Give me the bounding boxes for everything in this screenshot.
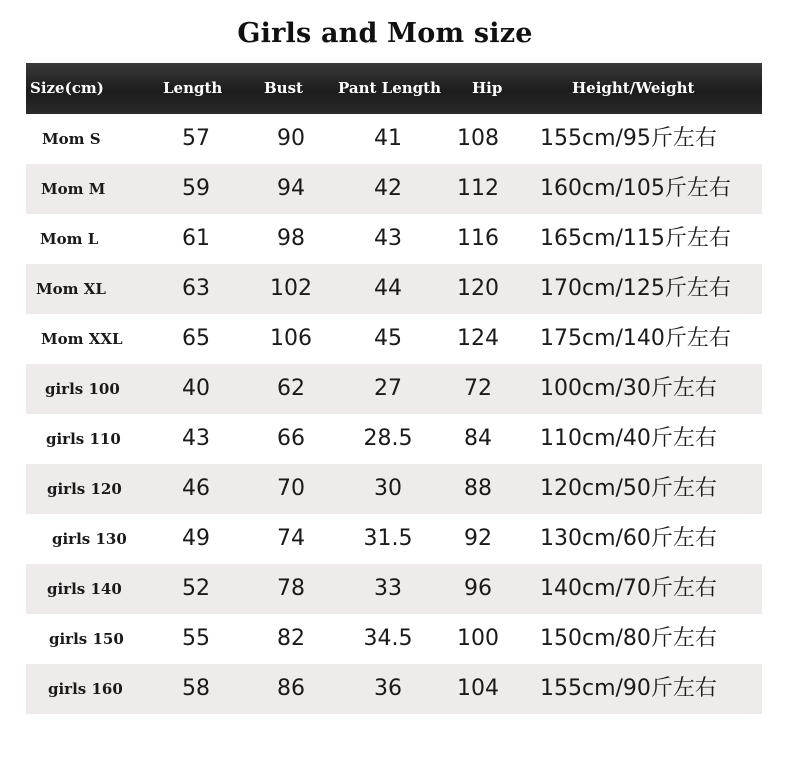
cell-hip: 112 (457, 176, 499, 201)
cell-hip: 96 (464, 576, 492, 601)
cell-length: 52 (182, 576, 210, 601)
table-row (26, 114, 762, 164)
cell-size: Mom M (41, 180, 106, 198)
cell-pant-length: 36 (374, 676, 402, 701)
cell-height-weight: 160cm/105斤左右 (540, 176, 731, 201)
cell-length: 63 (182, 276, 210, 301)
cell-pant-length: 27 (374, 376, 402, 401)
cell-pant-length: 31.5 (363, 526, 413, 551)
cell-size: girls 140 (47, 580, 122, 598)
cell-hip: 92 (464, 526, 492, 551)
cell-bust: 66 (277, 426, 305, 451)
cell-length: 57 (182, 126, 210, 151)
cell-hip: 108 (457, 126, 499, 151)
table-row (26, 614, 762, 664)
cell-pant-length: 41 (374, 126, 402, 151)
table-row (26, 314, 762, 364)
cell-height-weight: 155cm/90斤左右 (540, 676, 717, 701)
table-row (26, 414, 762, 464)
cell-pant-length: 43 (374, 226, 402, 251)
cell-size: girls 120 (47, 480, 122, 498)
cell-size: Mom XL (36, 280, 106, 298)
cell-height-weight: 130cm/60斤左右 (540, 526, 717, 551)
cell-pant-length: 42 (374, 176, 402, 201)
table-row (26, 214, 762, 264)
cell-size: girls 160 (48, 680, 123, 698)
header-size: Size(cm) (30, 79, 104, 97)
cell-bust: 94 (277, 176, 305, 201)
cell-bust: 106 (270, 326, 312, 351)
cell-bust: 90 (277, 126, 305, 151)
cell-pant-length: 34.5 (363, 626, 413, 651)
cell-size: girls 100 (45, 380, 120, 398)
cell-bust: 78 (277, 576, 305, 601)
cell-hip: 116 (457, 226, 499, 251)
cell-height-weight: 170cm/125斤左右 (540, 276, 731, 301)
header-hip: Hip (472, 79, 503, 97)
cell-hip: 100 (457, 626, 499, 651)
cell-hip: 88 (464, 476, 492, 501)
table-row (26, 564, 762, 614)
cell-hip: 72 (464, 376, 492, 401)
chart-title: Girls and Mom size (237, 18, 533, 49)
table-row (26, 264, 762, 314)
cell-bust: 70 (277, 476, 305, 501)
cell-length: 49 (182, 526, 210, 551)
cell-height-weight: 175cm/140斤左右 (540, 326, 731, 351)
table-row (26, 364, 762, 414)
cell-hip: 124 (457, 326, 499, 351)
cell-pant-length: 33 (374, 576, 402, 601)
cell-size: girls 110 (46, 430, 121, 448)
cell-length: 58 (182, 676, 210, 701)
cell-height-weight: 140cm/70斤左右 (540, 576, 717, 601)
cell-length: 61 (182, 226, 210, 251)
header-height-weight: Height/Weight (572, 79, 695, 97)
table-body (26, 114, 762, 714)
table-row (26, 514, 762, 564)
cell-height-weight: 110cm/40斤左右 (540, 426, 717, 451)
cell-bust: 62 (277, 376, 305, 401)
cell-pant-length: 44 (374, 276, 402, 301)
cell-bust: 82 (277, 626, 305, 651)
cell-pant-length: 30 (374, 476, 402, 501)
cell-pant-length: 28.5 (363, 426, 413, 451)
cell-height-weight: 150cm/80斤左右 (540, 626, 717, 651)
cell-bust: 102 (270, 276, 312, 301)
cell-size: Mom XXL (41, 330, 123, 348)
cell-length: 40 (182, 376, 210, 401)
cell-length: 46 (182, 476, 210, 501)
cell-size: Mom L (40, 230, 99, 248)
cell-length: 55 (182, 626, 210, 651)
table-row (26, 664, 762, 714)
cell-bust: 86 (277, 676, 305, 701)
cell-height-weight: 165cm/115斤左右 (540, 226, 731, 251)
table-header (26, 63, 762, 114)
cell-hip: 104 (457, 676, 499, 701)
cell-bust: 74 (277, 526, 305, 551)
cell-size: girls 130 (52, 530, 127, 548)
cell-hip: 120 (457, 276, 499, 301)
cell-length: 65 (182, 326, 210, 351)
table-row (26, 164, 762, 214)
cell-size: Mom S (42, 130, 101, 148)
header-bust: Bust (264, 79, 303, 97)
header-length: Length (163, 79, 223, 97)
cell-height-weight: 100cm/30斤左右 (540, 376, 717, 401)
header-pant-length: Pant Length (338, 79, 441, 97)
cell-size: girls 150 (49, 630, 124, 648)
cell-length: 59 (182, 176, 210, 201)
cell-height-weight: 155cm/95斤左右 (540, 126, 717, 151)
cell-bust: 98 (277, 226, 305, 251)
table-row (26, 464, 762, 514)
cell-height-weight: 120cm/50斤左右 (540, 476, 717, 501)
cell-hip: 84 (464, 426, 492, 451)
cell-pant-length: 45 (374, 326, 402, 351)
cell-length: 43 (182, 426, 210, 451)
size-table (26, 63, 762, 714)
